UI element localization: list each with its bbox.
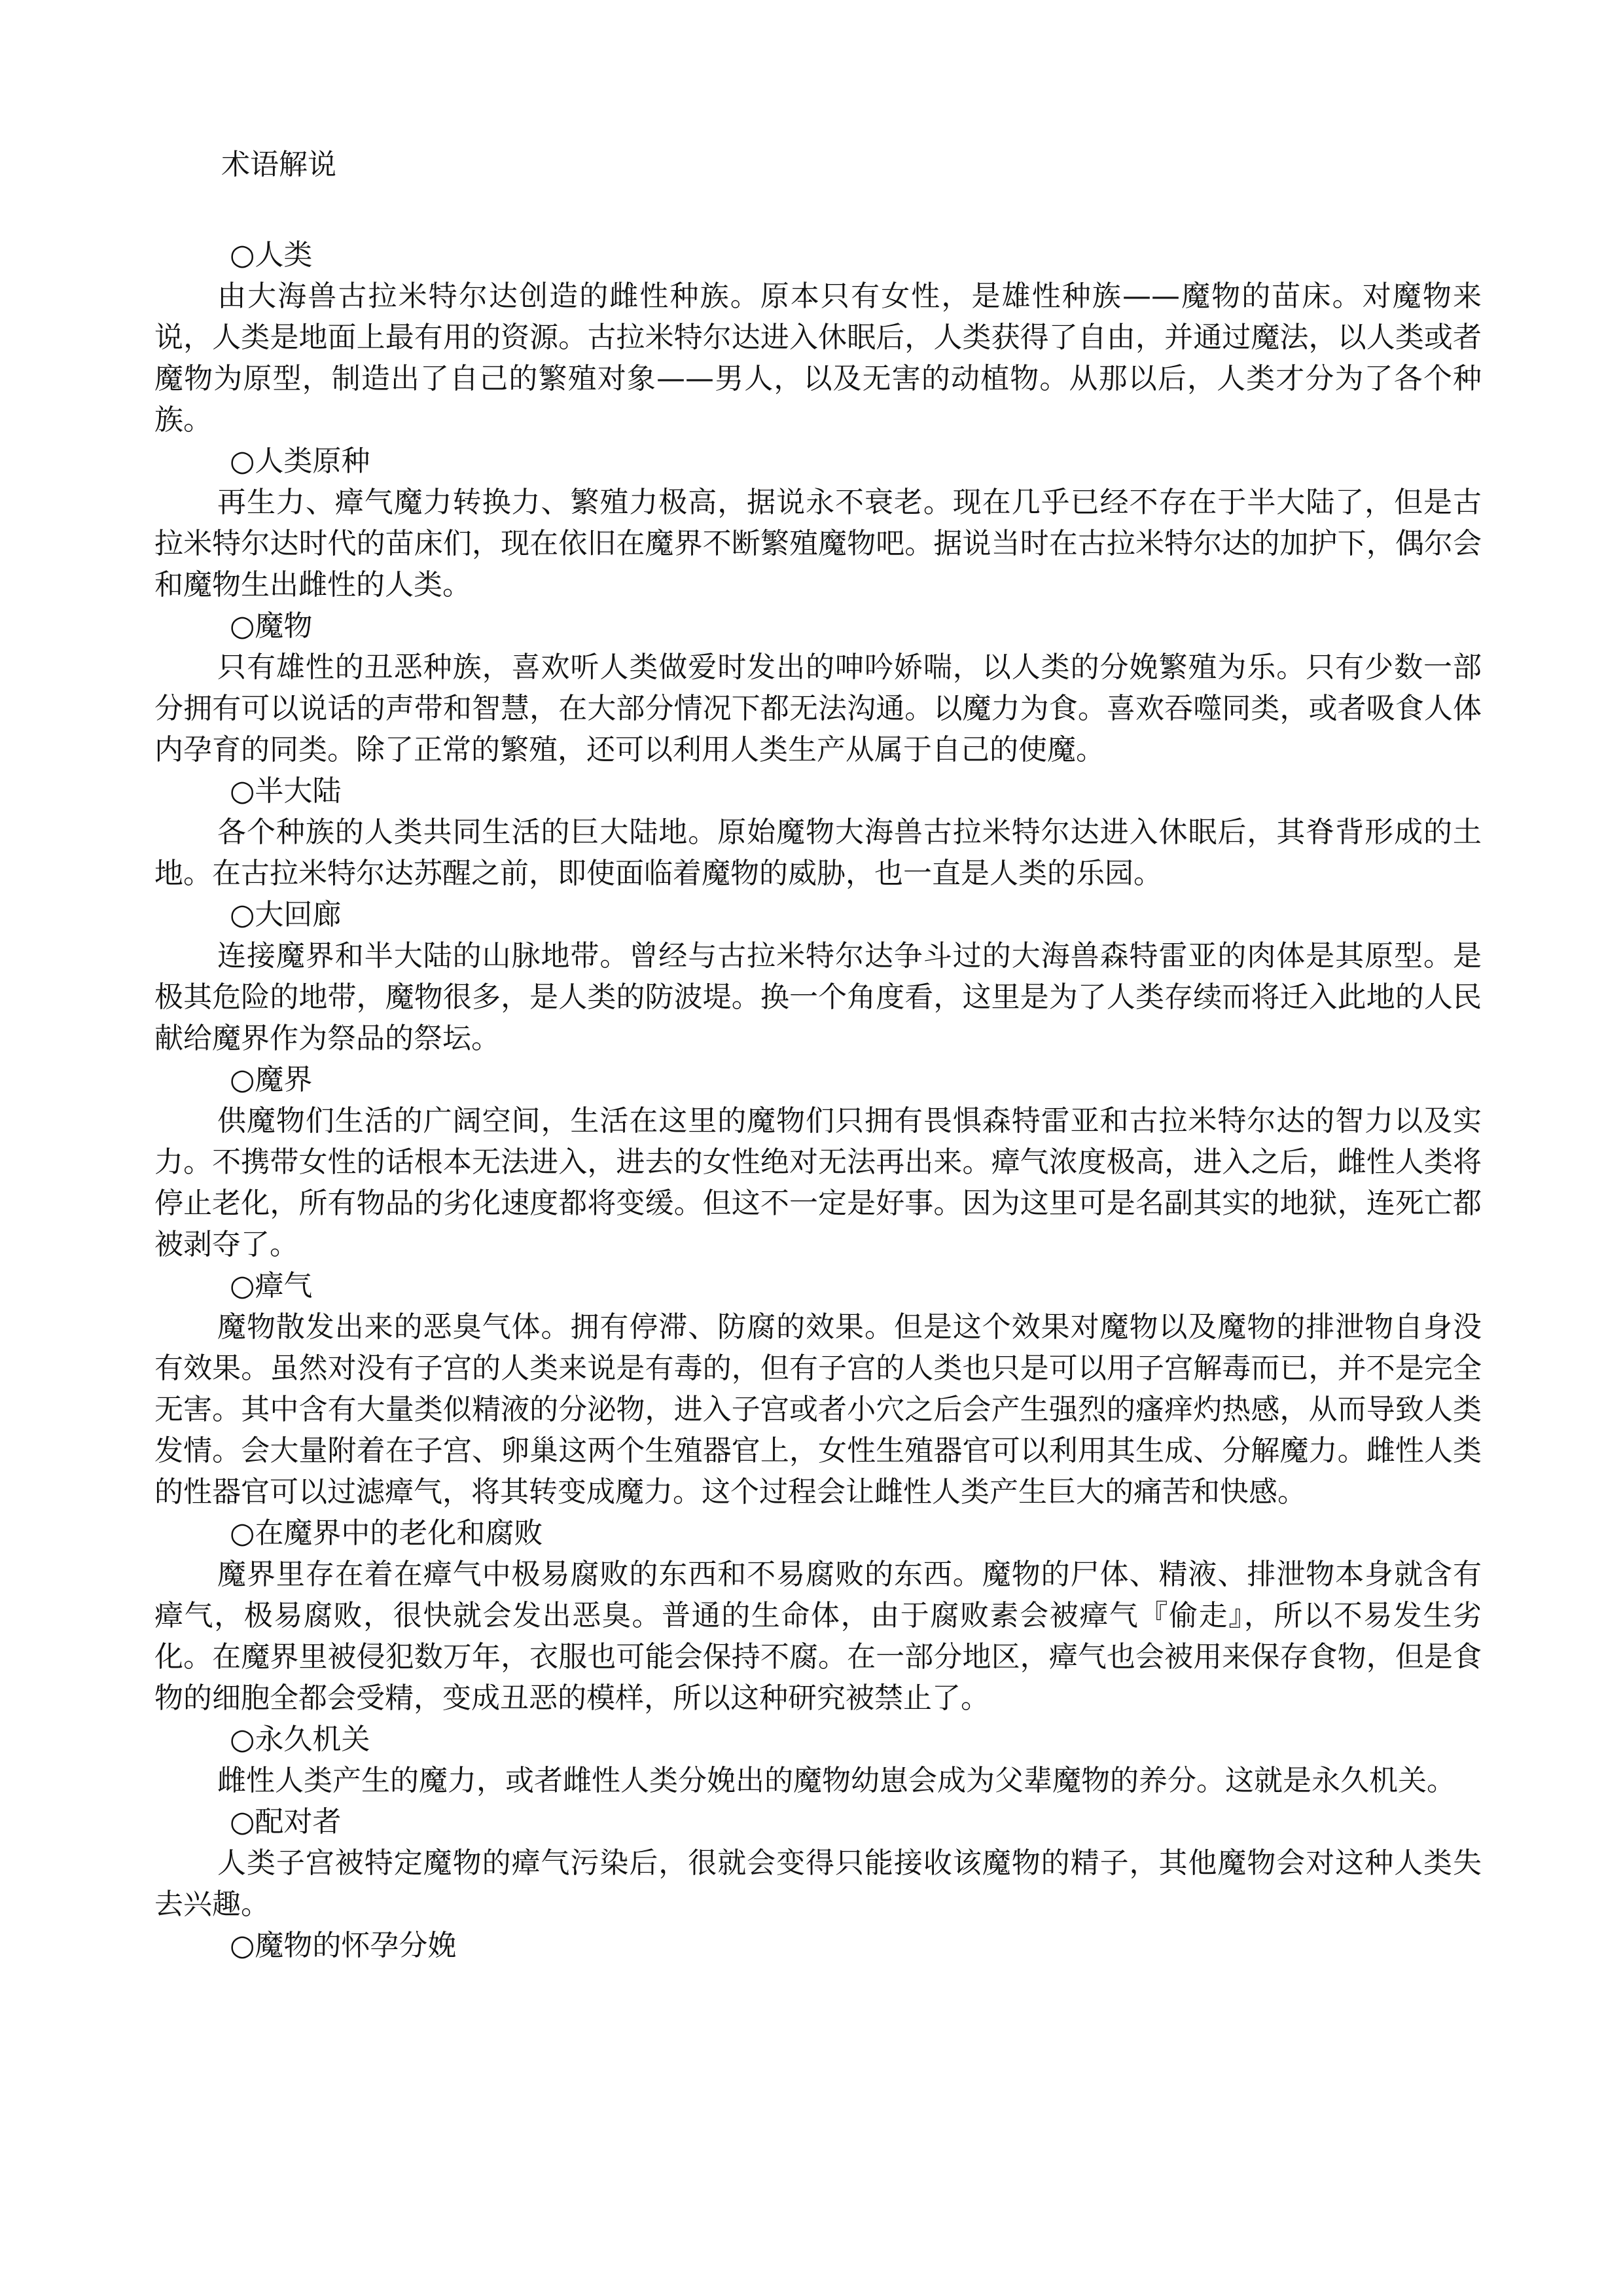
glossary-entry-humans — [154, 234, 1482, 440]
term-description: 只有雄性的丑恶种族，喜欢听人类做爱时发出的呻吟娇喘，以人类的分娩繁殖为乐。只有少数一部分拥有可以说话的声带和智慧，在大部分情况下都无法沟通。以魔力为食。喜欢吞噬同类，或者吸食人体内孕育的同类。除了正常的繁殖，还可以利用人类生产从属于自己的使魔。 — [154, 651, 1482, 766]
glossary-entry-half-continent — [154, 770, 1482, 894]
term-description: 供魔物们生活的广阔空间，生活在这里的魔物们只拥有畏惧森特雷亚和古拉米特尔达的智力以及实力。不携带女性的话根本无法进入，进去的女性绝对无法再出来。瘴气浓度极高，进入之后，雌性人类将停止老化，所有物品的劣化速度都将变缓。但这不一定是好事。因为这里可是名副其实的地狱，连死亡都被剥夺了。 — [154, 1104, 1482, 1261]
term-description: 人类子宫被特定魔物的瘴气污染后，很就会变得只能接收该魔物的精子，其他魔物会对这种人类失去兴趣。 — [154, 1846, 1482, 1921]
glossary-entry-demon-realm — [154, 1059, 1482, 1265]
glossary-entry-paired-one — [154, 1801, 1482, 1925]
term-description: 魔界里存在着在瘴气中极易腐败的东西和不易腐败的东西。魔物的尸体、精液、排泄物本身就含有瘴气，极易腐败，很快就会发出恶臭。普通的生命体，由于腐败素会被瘴气『偷走』，所以不易发生劣化。在魔界里被侵犯数万年，衣服也可能会保持不腐。在一部分地区，瘴气也会被用来保存食物，但是食物的细胞全都会受精，变成丑恶的模样，所以这种研究被禁止了。 — [154, 1558, 1482, 1715]
term-heading: ○永久机关 — [230, 1723, 370, 1756]
glossary-entry-monster-pregnancy — [154, 1925, 1482, 1966]
term-heading: ○人类原种 — [230, 444, 370, 478]
term-description: 雌性人类产生的魔力，或者雌性人类分娩出的魔物幼崽会成为父辈魔物的养分。这就是永久机关。 — [217, 1764, 1455, 1797]
term-description: 连接魔界和半大陆的山脉地带。曾经与古拉米特尔达争斗过的大海兽森特雷亚的肉体是其原型。是极其危险的地带，魔物很多，是人类的防波堤。换一个角度看，这里是为了人类存续而将迁入此地的人民献给魔界作为祭品的祭坛。 — [154, 939, 1482, 1055]
term-heading: ○大回廊 — [230, 898, 342, 931]
term-description: 再生力、瘴气魔力转换力、繁殖力极高，据说永不衰老。现在几乎已经不存在于半大陆了，但是古拉米特尔达时代的苗床们，现在依旧在魔界不断繁殖魔物吧。据说当时在古拉米特尔达的加护下，偶尔会和魔物生出雌性的人类。 — [154, 486, 1482, 601]
glossary-entry-human-progenitor — [154, 440, 1482, 605]
term-heading: ○魔界 — [230, 1063, 313, 1096]
term-description: 由大海兽古拉米特尔达创造的雌性种族。原本只有女性，是雄性种族——魔物的苗床。对魔物来说，人类是地面上最有用的资源。古拉米特尔达进入休眠后，人类获得了自由，并通过魔法，以人类或者魔物为原型，制造出了自己的繁殖对象——男人，以及无害的动植物。从那以后，人类才分为了各个种族。 — [154, 279, 1482, 437]
glossary-entry-great-corridor — [154, 894, 1482, 1059]
term-heading: ○配对者 — [230, 1805, 342, 1839]
term-heading: ○魔物 — [230, 609, 313, 643]
term-heading: ○人类 — [230, 238, 313, 272]
term-description: 魔物散发出来的恶臭气体。拥有停滞、防腐的效果。但是这个效果对魔物以及魔物的排泄物自身没有效果。虽然对没有子宫的人类来说是有毒的，但有子宫的人类也只是可以用子宫解毒而已，并不是完全无害。其中含有大量类似精液的分泌物，进入子宫或者小穴之后会产生强烈的瘙痒灼热感，从而导致人类发情。会大量附着在子宫、卵巢这两个生殖器官上，女性生殖器官可以利用其生成、分解魔力。雌性人类的性器官可以过滤瘴气，将其转变成魔力。这个过程会让雌性人类产生巨大的痛苦和快感。 — [154, 1310, 1482, 1509]
document-title: 术语解说 — [221, 148, 336, 181]
glossary-entry-miasma — [154, 1265, 1482, 1513]
glossary-entry-perpetual-engine — [154, 1719, 1482, 1801]
term-description: 各个种族的人类共同生活的巨大陆地。原始魔物大海兽古拉米特尔达进入休眠后，其脊背形成的土地。在古拉米特尔达苏醒之前，即使面临着魔物的威胁，也一直是人类的乐园。 — [154, 816, 1482, 890]
term-heading: ○瘴气 — [230, 1269, 313, 1302]
title-spacer — [154, 185, 1482, 234]
term-heading: ○魔物的怀孕分娩 — [230, 1929, 457, 1962]
document-page — [154, 145, 1482, 1966]
term-heading: ○在魔界中的老化和腐败 — [230, 1516, 543, 1550]
term-heading: ○半大陆 — [230, 774, 342, 808]
glossary-entry-aging-and-decay — [154, 1513, 1482, 1719]
glossary-entry-monsters — [154, 605, 1482, 770]
